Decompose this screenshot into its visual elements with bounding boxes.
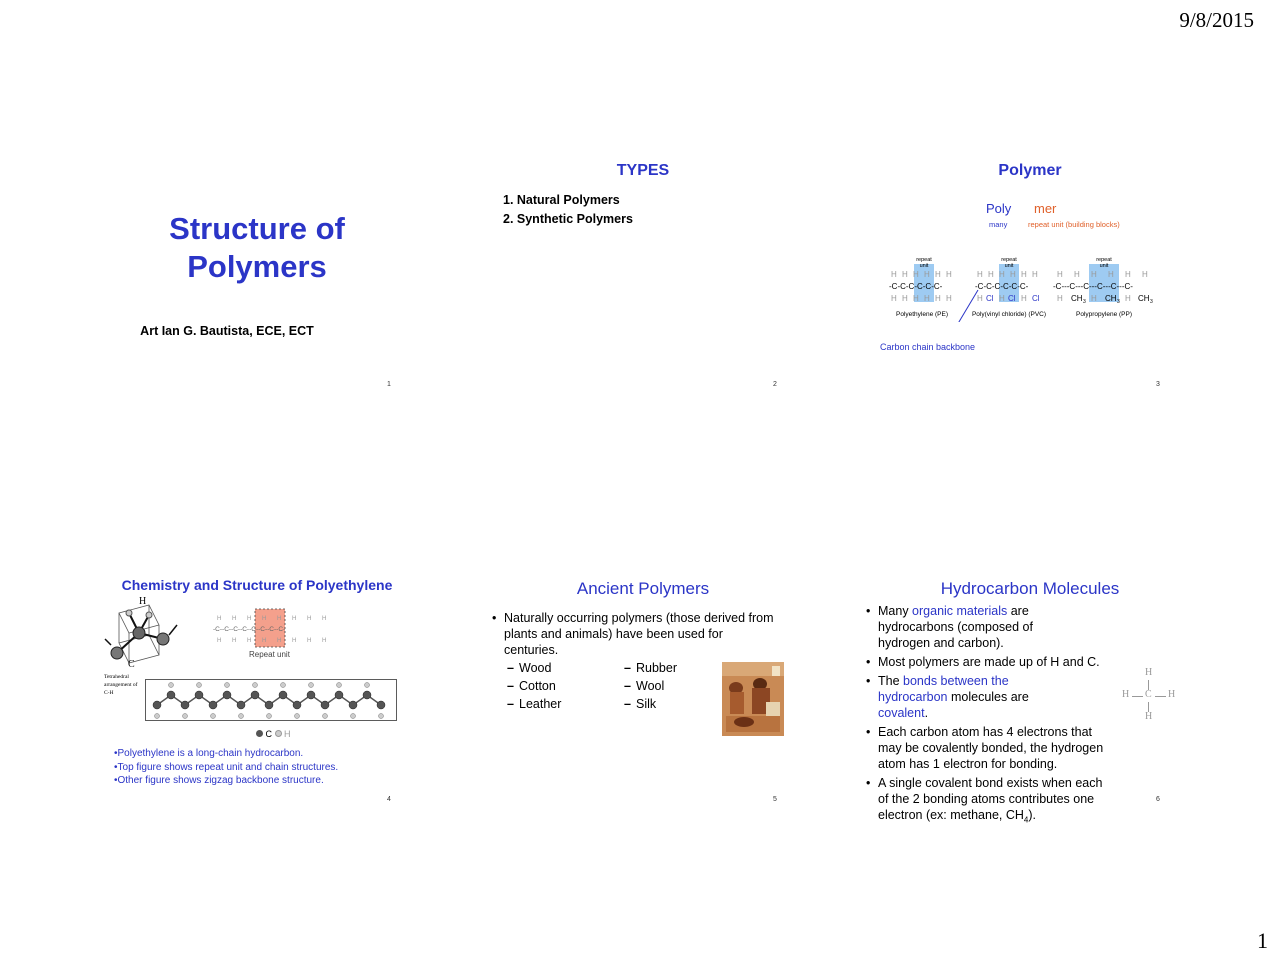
svg-text:H: H	[322, 638, 327, 644]
slide-1	[57, 160, 457, 390]
slide-5-number: 5	[773, 796, 777, 803]
svg-text:H: H	[913, 294, 919, 303]
svg-text:H: H	[902, 294, 908, 303]
svg-text:H: H	[891, 270, 897, 279]
svg-text:3: 3	[1117, 299, 1120, 305]
pe-backbone: -C-C-C-C-C-C-	[889, 282, 943, 291]
svg-text:H: H	[277, 638, 282, 644]
slide-3-title: Polymer	[998, 162, 1062, 179]
svg-text:H: H	[924, 294, 930, 303]
material-list-1	[507, 659, 561, 713]
slide-5-bullet: • Naturally occurring polymers (those derived from plants and animals) have been used for centuries.	[490, 610, 775, 658]
svg-text:H: H	[988, 270, 994, 279]
svg-text:H: H	[913, 270, 919, 279]
svg-text:H: H	[247, 638, 252, 644]
atom-label-h: H	[139, 596, 147, 607]
pvc-repeat-label: repeat	[1001, 257, 1017, 263]
svg-text:H: H	[262, 638, 267, 644]
svg-text:H: H	[307, 616, 312, 622]
slide-3	[830, 160, 1230, 390]
slide-4-number: 4	[387, 796, 391, 803]
svg-text:Cl: Cl	[1032, 294, 1040, 303]
pe-repeat-label: repeat	[916, 257, 932, 263]
atom-legend: C H	[256, 729, 291, 739]
slide-1-title: Structure of Polymers	[169, 211, 345, 284]
pvc-repeat-label-2: unit	[1004, 263, 1014, 269]
svg-text:H: H	[902, 270, 908, 279]
svg-text:H: H	[232, 638, 237, 644]
slide-2	[443, 160, 843, 390]
svg-text:H: H	[217, 638, 222, 644]
note-2: •Top figure shows repeat unit and chain structures.	[114, 761, 339, 773]
svg-text:H: H	[977, 294, 983, 303]
svg-text:CH: CH	[1071, 294, 1083, 303]
slide-6-title: Hydrocarbon Molecules	[940, 579, 1120, 598]
bullet-electrons: • Each carbon atom has 4 electrons that may be covalently bonded, the hydrogen atom has 1 electron for bonding.	[864, 724, 1106, 772]
pp-repeat-label: repeat	[1096, 257, 1112, 263]
pe-label: Polyethylene (PE)	[895, 311, 949, 318]
zigzag-chain	[145, 679, 397, 721]
slide-4	[57, 575, 457, 805]
pvc-chlorines	[986, 294, 1040, 303]
pp-methyls	[1071, 294, 1153, 305]
svg-text:H: H	[247, 616, 252, 622]
bullet-most-polymers: • Most polymers are made up of H and C.	[864, 654, 1120, 670]
material-rubber: – Rubber	[624, 661, 677, 675]
repeat-unit-label: Repeat unit	[249, 650, 290, 659]
svg-text:H: H	[292, 616, 297, 622]
svg-text:H: H	[999, 270, 1005, 279]
types-list-item-1: 1. Natural Polymers	[503, 193, 620, 207]
slide-6	[830, 575, 1230, 825]
slide-6-number: 6	[1156, 796, 1160, 803]
svg-text:H: H	[924, 270, 930, 279]
slide-5-bullets	[490, 610, 775, 661]
header-date: 9/8/2015	[1179, 8, 1254, 32]
pe-repeat-label-2: unit	[919, 263, 929, 269]
methane-structure: H H C H H	[1122, 667, 1176, 722]
carbon-legend-icon	[256, 730, 263, 737]
svg-text:Cl: Cl	[986, 294, 994, 303]
slide-4-title: Chemistry and Structure of Polyethylene	[121, 577, 393, 593]
pp-repeat-label-2: unit	[1099, 263, 1109, 269]
svg-text:3: 3	[1083, 299, 1086, 305]
pvc-backbone: -C-C-C-C-C-C-	[975, 282, 1029, 291]
svg-text:H: H	[999, 294, 1005, 303]
slide-2-number: 2	[773, 381, 777, 388]
bullet-organic: • Many organic materials are hydrocarbons (composed of hydrogen and carbon).	[864, 603, 1078, 651]
svg-text:H: H	[307, 638, 312, 644]
backbone-label: Carbon chain backbone	[880, 342, 976, 352]
svg-text:H: H	[1091, 294, 1097, 303]
slide-3-number: 3	[1156, 381, 1160, 388]
slide-2-title: TYPES	[616, 162, 670, 179]
svg-text:H: H	[217, 616, 222, 622]
slide-1-author: Art Ian G. Bautista, ECE, ECT	[140, 324, 314, 338]
ancient-painting-image	[722, 662, 784, 736]
types-list-item-2: 2. Synthetic Polymers	[503, 212, 633, 226]
svg-text:H: H	[1125, 294, 1131, 303]
svg-text:H: H	[935, 294, 941, 303]
svg-text:H: H	[1010, 270, 1016, 279]
polymer-structures-diagram	[885, 250, 1165, 322]
mer-meaning: repeat unit (building blocks)	[1028, 220, 1120, 229]
svg-text:H: H	[946, 270, 952, 279]
svg-text:H: H	[1074, 270, 1080, 279]
svg-text:H: H	[1021, 270, 1027, 279]
svg-text:H: H	[977, 270, 983, 279]
mer-word: mer	[1034, 201, 1057, 216]
svg-text:H: H	[946, 294, 952, 303]
tetra-caption: Tetrahedral arrangement of C-H	[104, 674, 138, 696]
svg-text:Cl: Cl	[1008, 294, 1016, 303]
svg-text:H: H	[1057, 294, 1063, 303]
svg-text:H: H	[322, 616, 327, 622]
pp-backbone: -C---C---C---C---C---C-	[1053, 282, 1133, 291]
svg-text:H: H	[1108, 270, 1114, 279]
page-number: 1	[1257, 928, 1268, 953]
slide-4-notes	[114, 747, 338, 788]
material-list-2	[624, 659, 677, 713]
svg-text:H: H	[292, 638, 297, 644]
poly-meaning: many	[989, 220, 1008, 229]
note-3: •Other figure shows zigzag backbone structure.	[114, 775, 324, 786]
atom-label-c: C	[128, 659, 135, 670]
material-cotton: – Cotton	[507, 679, 556, 693]
svg-text:3: 3	[1150, 299, 1153, 305]
svg-text:H: H	[1125, 270, 1131, 279]
svg-text:H: H	[277, 616, 282, 622]
svg-text:H: H	[1091, 270, 1097, 279]
svg-text:H: H	[232, 616, 237, 622]
svg-text:H: H	[935, 270, 941, 279]
bullet-covalent: • The bonds between the hydrocarbon molecules are covalent.	[864, 673, 1078, 721]
svg-text:CH: CH	[1138, 294, 1150, 303]
bullet-single-bond: • A single covalent bond exists when each of the 2 bonding atoms contributes one electron (ex: methane, $CH_4$).	[864, 775, 1110, 829]
pp-label: Polypropylene (PP)	[1076, 311, 1132, 318]
material-wood: – Wood	[507, 661, 552, 675]
hydrogen-legend-icon	[275, 730, 282, 737]
slide-5	[443, 575, 843, 805]
svg-text:H: H	[262, 616, 267, 622]
svg-text:CH: CH	[1105, 294, 1117, 303]
svg-text:-C--C--C--C--C--C--C--C-: -C--C--C--C--C--C--C--C-	[213, 626, 286, 633]
tetra-carbon	[133, 627, 145, 639]
svg-text:H: H	[1142, 270, 1148, 279]
material-silk: – Silk	[624, 697, 657, 711]
slide-6-bullets	[864, 603, 1120, 832]
material-wool: – Wool	[624, 679, 665, 693]
poly-word: Poly	[986, 201, 1012, 216]
note-1: •Polyethylene is a long-chain hydrocarbon.	[114, 748, 304, 759]
material-leather: – Leather	[507, 697, 562, 711]
slide-1-number: 1	[387, 381, 391, 388]
svg-text:H: H	[1057, 270, 1063, 279]
svg-text:H: H	[1021, 294, 1027, 303]
pvc-label: Poly(vinyl chloride) (PVC)	[971, 311, 1047, 318]
svg-text:H: H	[1032, 270, 1038, 279]
svg-text:H: H	[891, 294, 897, 303]
slide-5-title: Ancient Polymers	[576, 579, 710, 598]
